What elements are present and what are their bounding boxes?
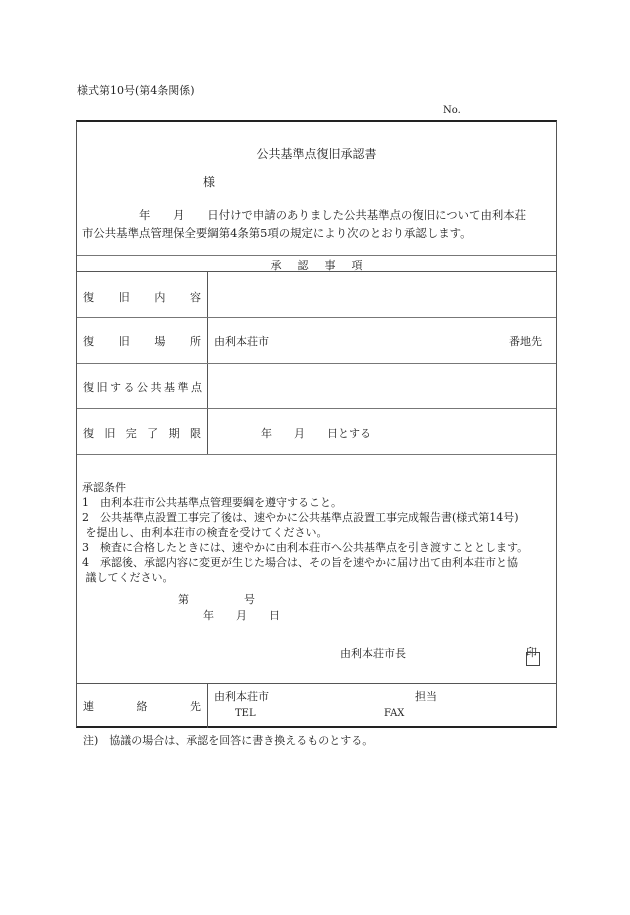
divider	[77, 454, 556, 455]
label-char: 復	[83, 335, 94, 348]
contact-city: 由利本荘市	[214, 690, 269, 703]
divider	[77, 408, 556, 409]
condition-item-continued: 議してください。	[85, 571, 174, 584]
label-char: 旧	[118, 335, 130, 348]
intro-line-1: 年 月 日付けで申請のありました公共基準点の復旧について由利本荘	[82, 208, 527, 222]
row-label-contact	[83, 701, 201, 712]
restoration-location-suffix: 番地先	[509, 335, 542, 348]
condition-item: 3 検査に合格したときには、速やかに由利本荘市へ公共基準点を引き渡すこととします。	[82, 541, 529, 554]
row-label-restoration-location	[83, 336, 201, 347]
form-code: 様式第10号(第4条関係)	[77, 84, 195, 97]
label-char: 連	[83, 700, 94, 713]
issuance-date: 年 月 日	[203, 609, 280, 622]
approval-items-heading	[77, 260, 556, 271]
addressee-suffix: 様	[203, 175, 216, 189]
conditions-heading: 承認条件	[82, 481, 126, 494]
divider	[77, 271, 556, 272]
label-char: す	[110, 381, 121, 394]
label-char: 場	[154, 335, 166, 348]
label-char: 復	[83, 291, 94, 304]
label-char: 絡	[136, 700, 148, 713]
label-char: 先	[190, 700, 201, 713]
issuance-number: 第 号	[178, 593, 255, 606]
contact-tel-label: TEL	[235, 708, 256, 719]
label-char: 期	[168, 427, 180, 440]
contact-fax-label: FAX	[384, 708, 405, 719]
label-char: 完	[125, 427, 137, 440]
seal-char: 印	[526, 646, 537, 659]
label-char: 共	[150, 381, 162, 394]
intro-line-2: 市公共基準点管理保全要綱第4条第5項の規定により次のとおり承認します。	[82, 226, 472, 240]
issuer-name: 由利本荘市長	[340, 647, 406, 660]
condition-item-continued: を提出し、由利本荘市の検査を受けてください。	[85, 526, 328, 539]
row-label-restoration-content	[83, 292, 201, 303]
column-divider	[207, 683, 208, 728]
label-char: る	[123, 381, 135, 394]
contact-person-label: 担当	[415, 690, 437, 703]
heading-char: 事	[324, 259, 336, 272]
label-char: 限	[189, 427, 201, 440]
label-char: 点	[191, 381, 202, 394]
condition-item: 1 由利本荘市公共基準点管理要綱を遵守すること。	[82, 496, 342, 509]
label-char: 旧	[104, 427, 116, 440]
row-label-reference-point	[83, 382, 202, 393]
divider	[77, 255, 556, 256]
label-char: 準	[177, 381, 189, 394]
heading-char: 承	[270, 259, 282, 272]
label-char: 基	[164, 381, 175, 394]
approval-form	[76, 120, 557, 728]
condition-item: 4 承認後、承認内容に変更が生じた場合は、その旨を速やかに届け出て由利本荘市と協	[82, 556, 518, 569]
label-char: 復	[83, 381, 94, 394]
label-char: 了	[147, 427, 159, 440]
divider	[77, 363, 556, 364]
seal-stamp-icon	[526, 647, 540, 664]
approval-conditions	[82, 480, 528, 585]
completion-deadline-value: 年 月 日とする	[261, 427, 371, 440]
label-char: 旧	[118, 291, 130, 304]
label-char: 容	[189, 291, 201, 304]
restoration-location-city: 由利本荘市	[214, 335, 269, 348]
label-char: 旧	[96, 381, 108, 394]
label-char: 内	[154, 291, 166, 304]
label-char: 公	[137, 381, 148, 394]
document-title: 公共基準点復旧承認書	[256, 147, 377, 161]
row-label-completion-deadline	[83, 428, 201, 439]
label-char: 復	[83, 427, 94, 440]
divider	[77, 683, 556, 684]
document-number-label: No.	[443, 105, 461, 116]
label-char: 所	[189, 335, 201, 348]
condition-item: 2 公共基準点設置工事完了後は、速やかに公共基準点設置工事完成報告書(様式第14号)	[82, 511, 519, 524]
divider	[77, 317, 556, 318]
footnote: 注) 協議の場合は、承認を回答に書き換えるものとする。	[83, 734, 374, 747]
heading-char: 認	[297, 259, 309, 272]
seal-box	[526, 652, 540, 666]
heading-char: 項	[351, 259, 363, 272]
intro-paragraph	[82, 206, 526, 242]
